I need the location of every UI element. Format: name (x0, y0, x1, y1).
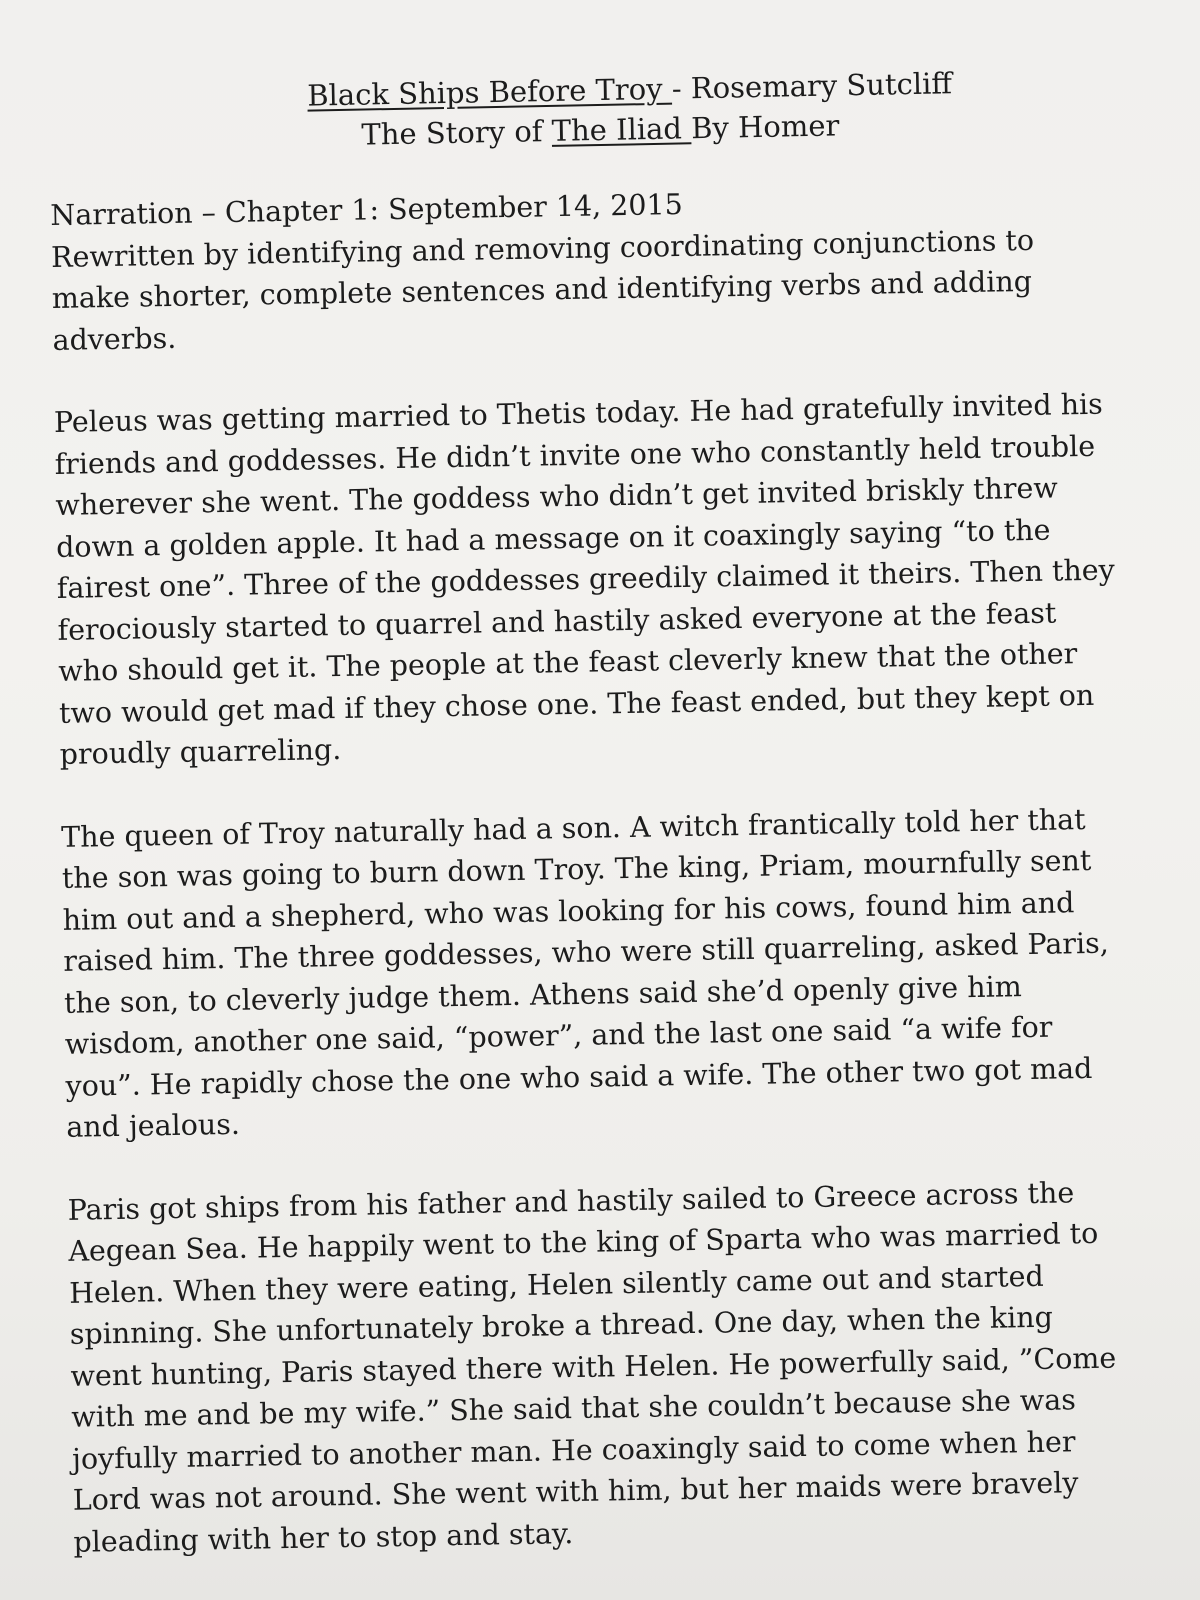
text-line: ferociously started to quarrel and hastily asked everyone at the feast (57, 596, 1057, 647)
document-header (0, 58, 1200, 161)
intro-line: make shorter, complete sentences and identifying verbs and adding (51, 264, 1033, 315)
subtitle-suffix: By Homer (690, 108, 840, 146)
subtitle-work: The Iliad (551, 111, 692, 148)
text-line: the son, to cleverly judge them. Athens said she’d openly give him (63, 969, 1022, 1020)
text-line: him out and a shepherd, who was looking for his cows, found him and (62, 885, 1075, 937)
text-line: raised him. The three goddesses, who were still quarreling, asked Paris, (63, 926, 1110, 978)
book-title: Black Ships Before Troy (306, 71, 673, 113)
author-text: - Rosemary Sutcliff (671, 66, 953, 106)
intro-line: Rewritten by identifying and removing coordinating conjunctions to (50, 223, 1035, 274)
text-line: and jealous. (65, 1107, 241, 1144)
text-line: Helen. When they were eating, Helen silently came out and started (68, 1259, 1044, 1310)
text-line: proudly quarreling. (59, 733, 342, 771)
intro-block (50, 176, 1133, 361)
text-line: spinning. She unfortunately broke a thread. One day, when the king (69, 1300, 1054, 1351)
text-line: two would get mad if they chose one. The feast ended, but they kept on (58, 678, 1095, 730)
text-line: the son was going to burn down Troy. The king, Priam, mournfully sent (61, 843, 1092, 895)
text-line: with me and be my wife.” She said that she couldn’t because she was (71, 1383, 1077, 1434)
text-line: Lord was not around. She went with him, but her maids were bravely (72, 1466, 1079, 1517)
intro-line: adverbs. (52, 321, 177, 357)
paragraph-2 (61, 798, 1147, 1149)
paragraph-1 (54, 383, 1140, 775)
narration-line: Narration – Chapter 1: September 14, 2015 (50, 187, 684, 232)
text-line: down a golden apple. It had a message on it coaxingly saying “to the (55, 513, 1051, 564)
text-line: wherever she went. The goddess who didn’t get invited briskly threw (55, 471, 1059, 522)
document-body (50, 176, 1154, 1563)
text-line: joyfully married to another man. He coaxingly said to come when her (71, 1424, 1076, 1476)
text-line: went hunting, Paris stayed there with Helen. He powerfully said, ”Come (70, 1341, 1117, 1393)
text-line: you”. He rapidly chose the one who said a wife. The other two got mad (65, 1051, 1093, 1103)
text-line: Peleus was getting married to Thetis today. He had gratefully invited his (53, 387, 1104, 439)
text-line: Paris got ships from his father and hastily sailed to Greece across the (67, 1175, 1075, 1227)
text-line: friends and goddesses. He didn’t invite one who constantly held trouble (54, 429, 1096, 481)
text-line: fairest one”. Three of the goddesses greedily claimed it theirs. Then they (56, 553, 1116, 605)
subtitle-prefix: The Story of (361, 113, 553, 152)
text-line: who should get it. The people at the feast cleverly knew that the other (58, 637, 1078, 688)
text-line: wisdom, another one said, “power”, and the last one said “a wife for (64, 1010, 1053, 1061)
text-line: pleading with her to stop and stay. (73, 1516, 574, 1559)
text-line: Aegean Sea. He happily went to the king of Sparta who was married to (68, 1216, 1099, 1268)
paragraph-3 (67, 1170, 1153, 1562)
text-line: The queen of Troy naturally had a son. A witch frantically told her that (60, 802, 1086, 854)
